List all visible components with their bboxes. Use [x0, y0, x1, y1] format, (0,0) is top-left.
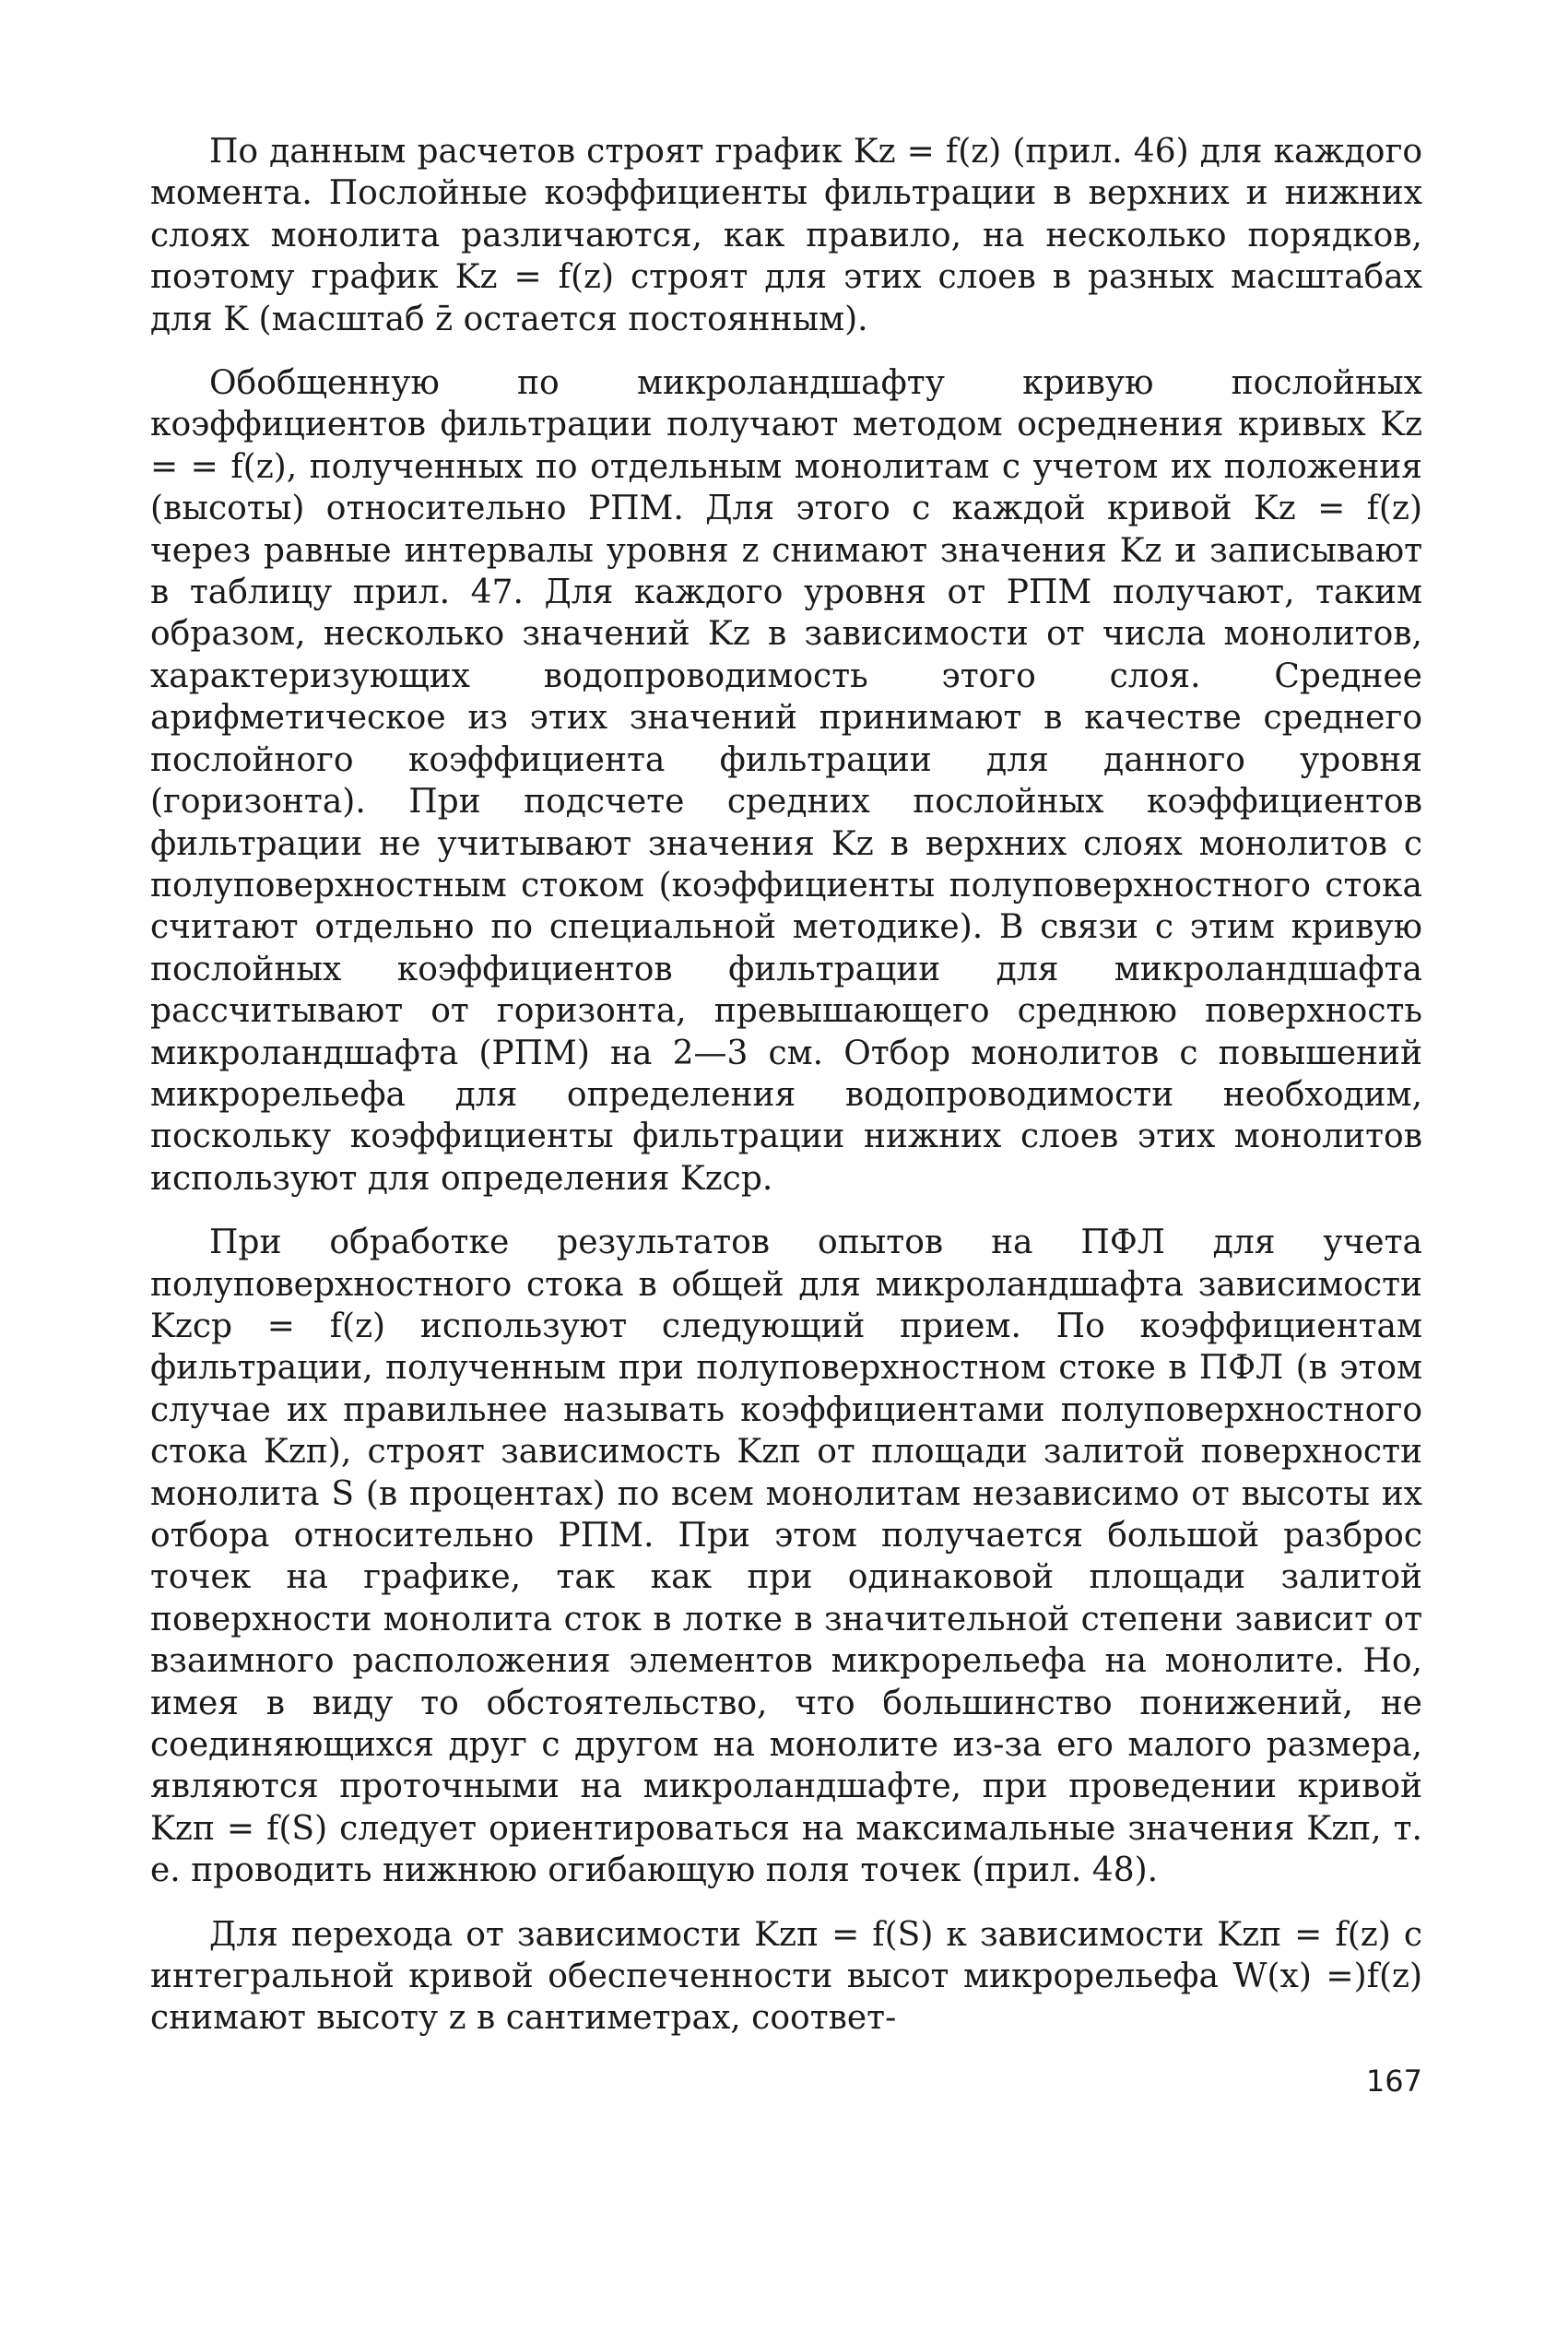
paragraph-3: При обработке результатов опытов на ПФЛ для учета полуповерхностного стока в общей для микроландшафта зависимости Kzср = f(z) используют следующий прием. По коэффициентам фильтрации, полученным при полуповерхностном стоке в ПФЛ (в этом случае их правильнее называть коэффициентами полуповерхностного стока Kzп), строят зависимость Kzп от площади залитой поверхности монолита S (в процентах) по всем монолитам независимо от высоты их отбора относительно РПМ. При этом получается большой разброс точек на графике, так как при одинаковой площади залитой поверхности монолита сток в лотке в значительной степени зависит от взаимного расположения элементов микрорельефа на монолите. Но, имея в виду то обстоятельство, что большинство понижений, не соединяющихся друг с другом на монолите из-за его малого размера, являются проточными на микроландшафте, при проведении кривой Kzп = f(S) следует ориентироваться на максимальные значения Kzп, т. е. проводить нижнюю огибающую поля точек (прил. 48).	[150, 1224, 1422, 1890]
paragraph-2: Обобщенную по микроландшафту кривую послойных коэффициентов фильтрации получают методом осреднения кривых Kz = = f(z), полученных по отдельным монолитам с учетом их положения (высоты) относительно РПМ. Для этого с каждой кривой Kz = f(z) через равные интервалы уровня z снимают значения Kz и записывают в таблицу прил. 47. Для каждого уровня от РПМ получают, таким образом, несколько значений Kz в зависимости от числа монолитов, характеризующих водопроводимость этого слоя. Среднее арифметическое из этих значений принимают в качестве среднего послойного коэффициента фильтрации для данного уровня (горизонта). При подсчете средних послойных коэффициентов фильтрации не учитывают значения Kz в верхних слоях монолитов с полуповерхностным стоком (коэффициенты полуповерхностного стока считают отдельно по специальной методике). В связи с этим кривую послойных коэффициентов фильтрации для микроландшафта рассчитывают от горизонта, превышающего среднюю поверхность микроландшафта (РПМ) на 2—3 см. Отбор монолитов с повышений микрорельефа для определения водопроводимости необходим, поскольку коэффициенты фильтрации нижних слоев этих монолитов используют для определения Kzср.	[150, 364, 1422, 1198]
paragraph-1: По данным расчетов строят график Kz = f(z) (прил. 46) для каждого момента. Послойные коэффициенты фильтрации в верхних и нижних слоях монолита различаются, как правило, на несколько порядков, поэтому график Kz = f(z) строят для этих слоев в разных масштабах для K (масштаб z̄ остается постоянным).	[150, 133, 1422, 338]
paragraph-4: Для перехода от зависимости Kzп = f(S) к зависимости Kzп = f(z) с интегральной кривой обеспеченности высот микрорельефа W(x) =)f(z) снимают высоту z в сантиметрах, соответ-	[150, 1915, 1422, 2038]
page-number: 167	[1365, 2064, 1422, 2099]
page-body	[150, 131, 1422, 2040]
